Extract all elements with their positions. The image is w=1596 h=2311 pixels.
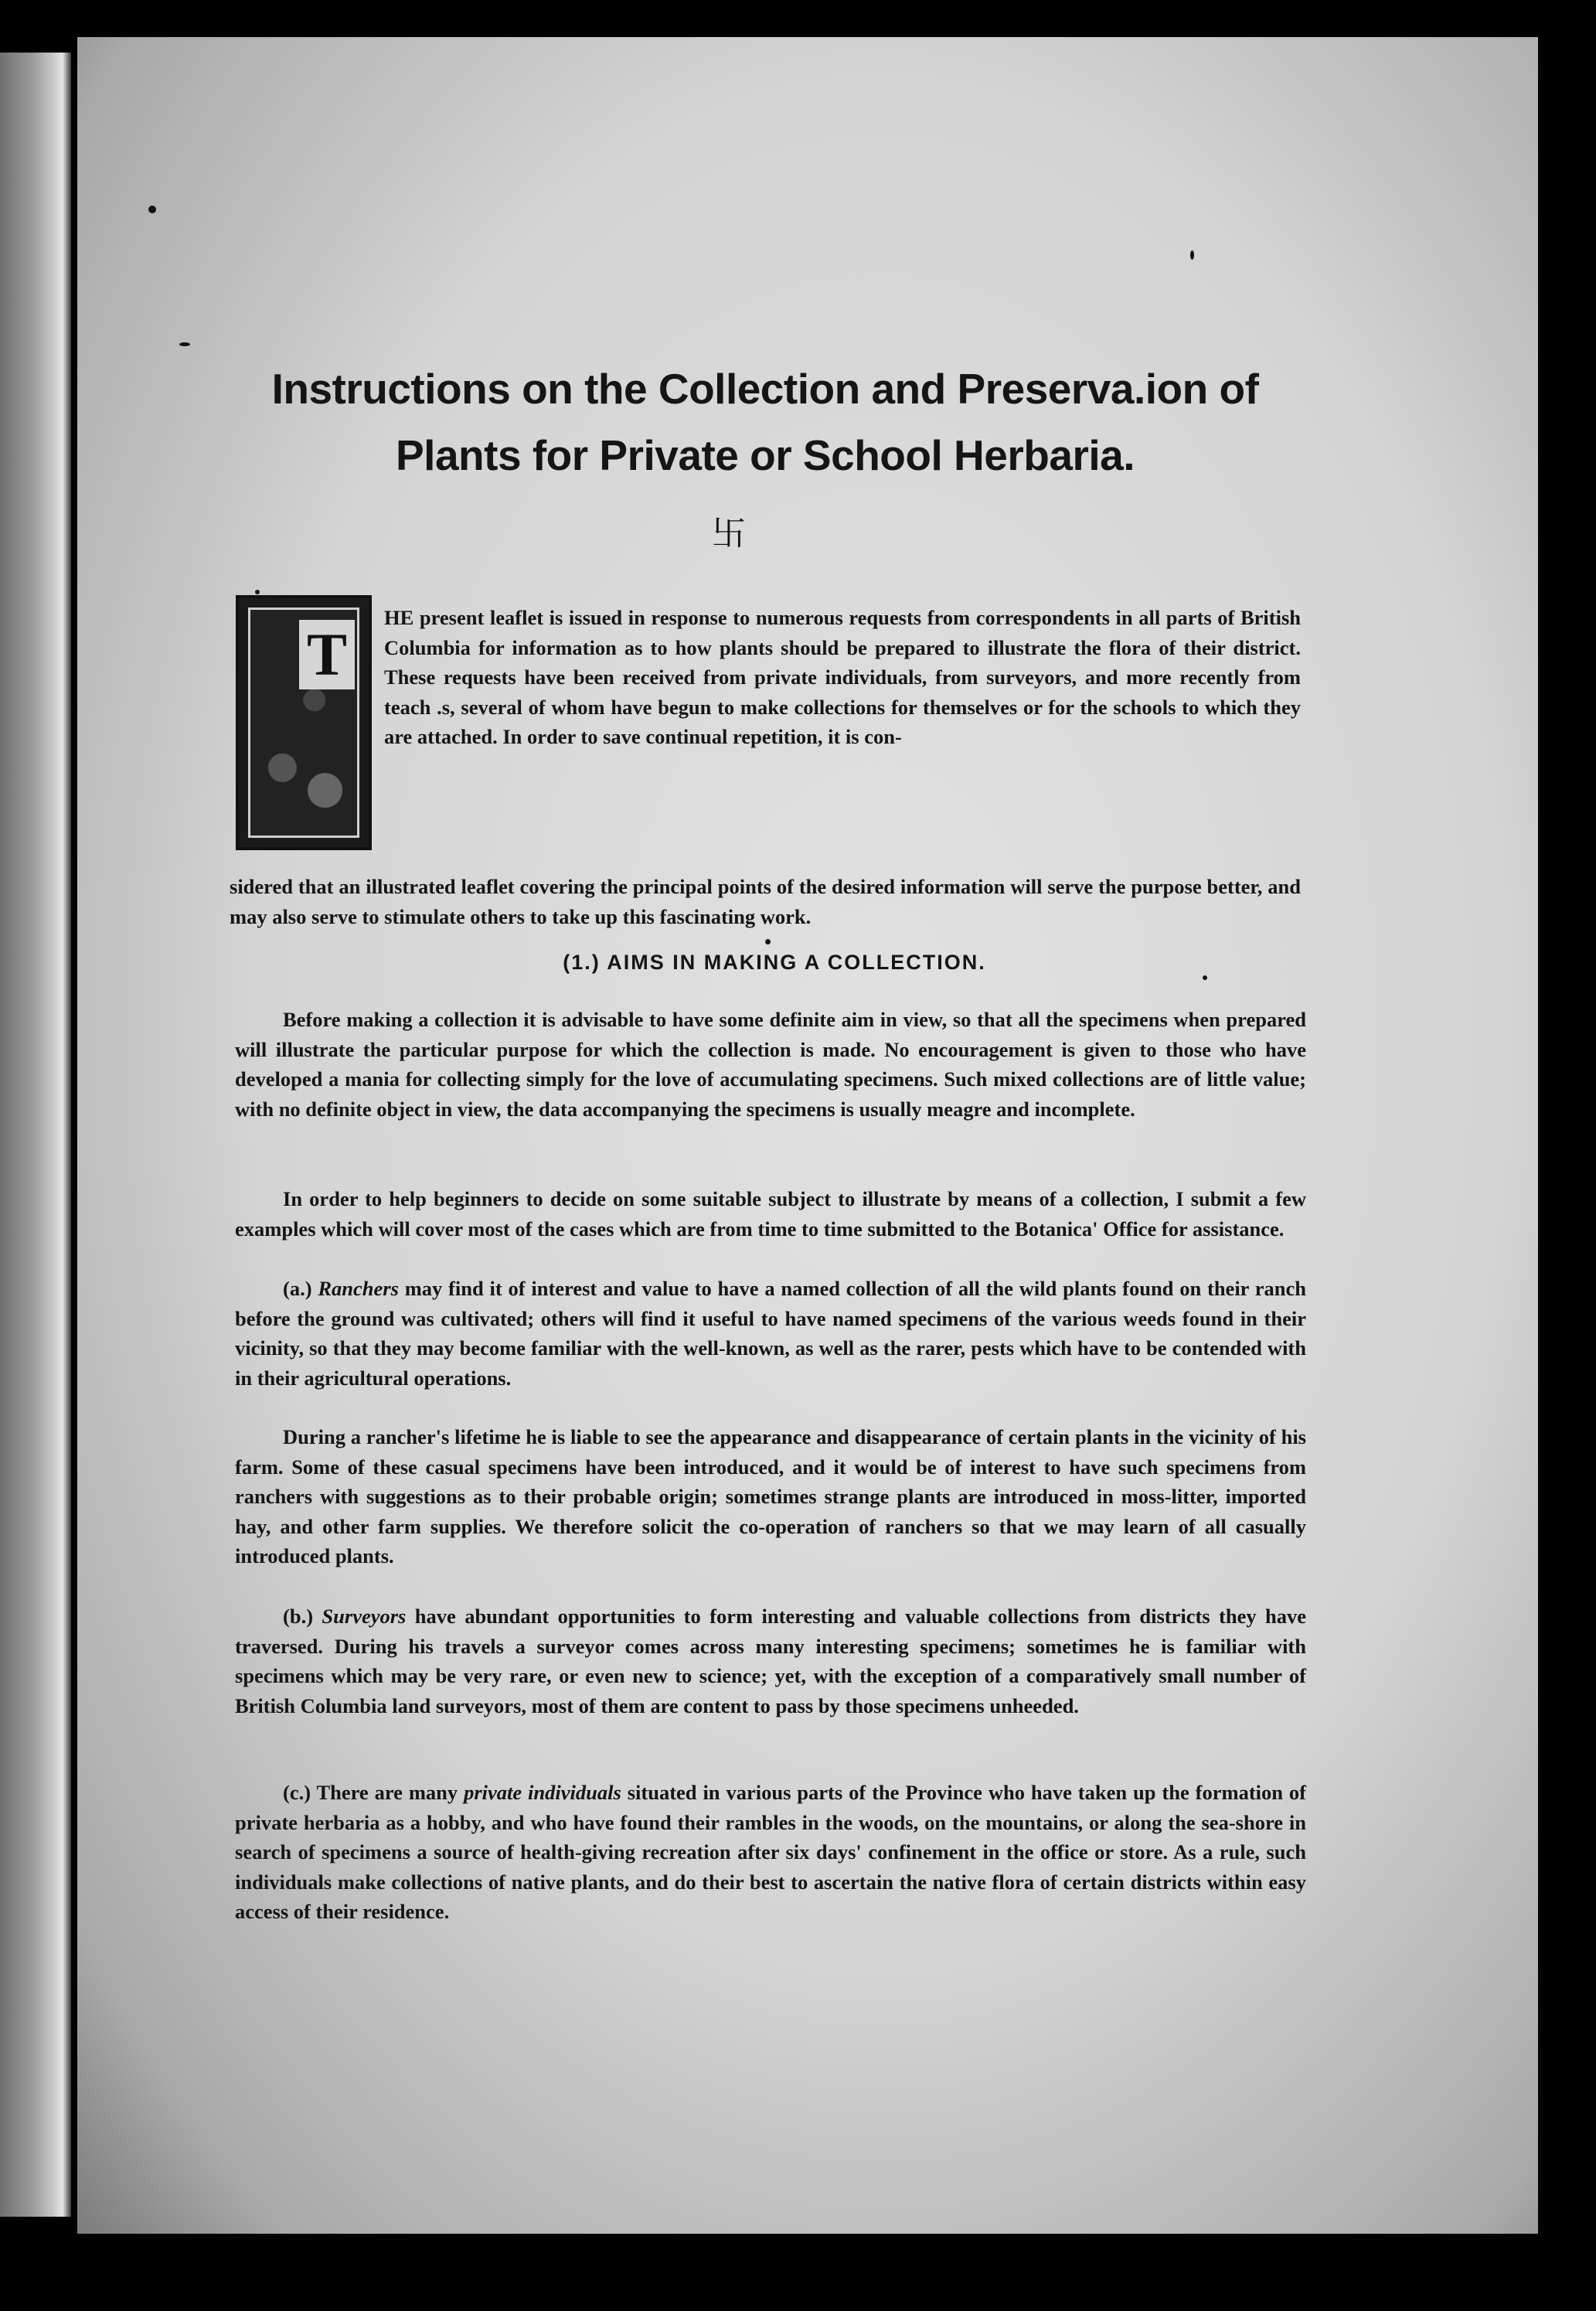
paragraph-rancher-lifetime: During a rancher's lifetime he is liable to see the appearance and disappearance of certain plants in the vicinity of his farm. Some of these casual specimens have been introduced, and it would be of interest to have such specimens from ranchers with suggestions as to their probable origin; sometimes strange plants are introduced in moss-litter, imported hay, and other farm supplies. We therefore solicit the co-operation of ranchers so that we may learn of all casually introduced plants. bbox=[235, 1425, 1306, 1568]
initial-letter: T bbox=[299, 620, 355, 689]
surveyors-text: have abundant opportunities to form interesting and valuable collections from districts they have traversed. During his travels a surveyor comes across many interesting specimens; sometimes he is familiar with specimens which may be very rare, or even new to science; yet, with the exception of a comparatively small number of British Columbia land surveyors, most of them are content to pass by those specimens unheeded. bbox=[235, 1605, 1306, 1717]
paragraph-beginners: In order to help beginners to decide on some suitable subject to illustrate by means of a collection, I submit a few examples which will cover most of the cases which are from time to time submitted to the Botanica' Office for assistance. bbox=[235, 1187, 1306, 1241]
list-marker-b: (b.) bbox=[283, 1605, 314, 1628]
print-speck bbox=[255, 590, 260, 594]
paragraph-surveyors bbox=[235, 1601, 1306, 1720]
print-speck bbox=[765, 939, 771, 944]
list-marker-a: (a.) bbox=[283, 1277, 312, 1300]
paragraph-private-individuals bbox=[235, 1778, 1306, 1927]
section-heading: (1.) AIMS IN MAKING A COLLECTION. bbox=[563, 951, 986, 974]
adjacent-page-edge bbox=[0, 53, 71, 2217]
print-speck bbox=[148, 206, 156, 213]
private-individuals-text: situated in various parts of the Province who have taken up the formation of private herbaria as a hobby, and who have found their rambles in the woods, on the mountains, or along the sea-shore in search of specimens a source of health-giving recreation after six days' confinement in the office or store. As a rule, such individuals make collections of native plants, and do their best to ascertain the native flora of certain districts within easy access of their residence. bbox=[235, 1781, 1306, 1924]
term-private-individuals: private individuals bbox=[464, 1781, 621, 1804]
ranchers-text: may find it of interest and value to have a named collection of all the wild plants found on their ranch before the ground was cultivated; others will find it useful to have named specimens of the various weeds found in their vicinity, so that they may become familiar with the well-known, as well as the rarer, pests which have to be contended with in their agricultural operations. bbox=[235, 1277, 1307, 1390]
document-title bbox=[139, 356, 1391, 488]
paragraph-aims: Before making a collection it is advisable to have some definite aim in view, so that all the specimens when prepared will illustrate the particular purpose for which the collection is made. No encouragement is given to those who have developed a mania for collecting simply for the love of accumulating specimens. Such mixed collections are of little value; with no definite object in view, the data accompanying the specimens is usually meagre and incomplete. bbox=[235, 1008, 1306, 1121]
title-line-1: Instructions on the Collection and Preserva.ion of bbox=[271, 365, 1259, 413]
ornament-glyph: 卐 bbox=[712, 514, 746, 553]
title-line-2: Plants for Private or School Herbaria. bbox=[395, 431, 1135, 479]
paragraph-ranchers bbox=[235, 1274, 1306, 1393]
term-ranchers: Ranchers bbox=[318, 1277, 399, 1300]
term-surveyors: Surveyors bbox=[322, 1605, 407, 1628]
list-marker-c: (c.) There are many bbox=[283, 1781, 458, 1804]
intro-paragraph-end: sidered that an illustrated leaflet covering the principal points of the desired information will serve the purpose better, and may also serve to stimulate others to take up this fascinating work. bbox=[230, 875, 1301, 928]
intro-paragraph-start: HE present leaflet is issued in response to numerous requests from correspondents in all parts of British Columbia for information as to how plants should be prepared to illustrate the flora of their district. These requests have been received from private individuals, from surveyors, and more recently from teach .s, several of whom have begun to make collections for themselves or for the schools to which they are attached. In order to save continual repetition, it is con- bbox=[384, 606, 1301, 749]
print-speck bbox=[179, 342, 190, 346]
print-speck bbox=[1203, 975, 1207, 980]
print-speck bbox=[1190, 250, 1194, 260]
decorative-initial bbox=[236, 595, 372, 850]
